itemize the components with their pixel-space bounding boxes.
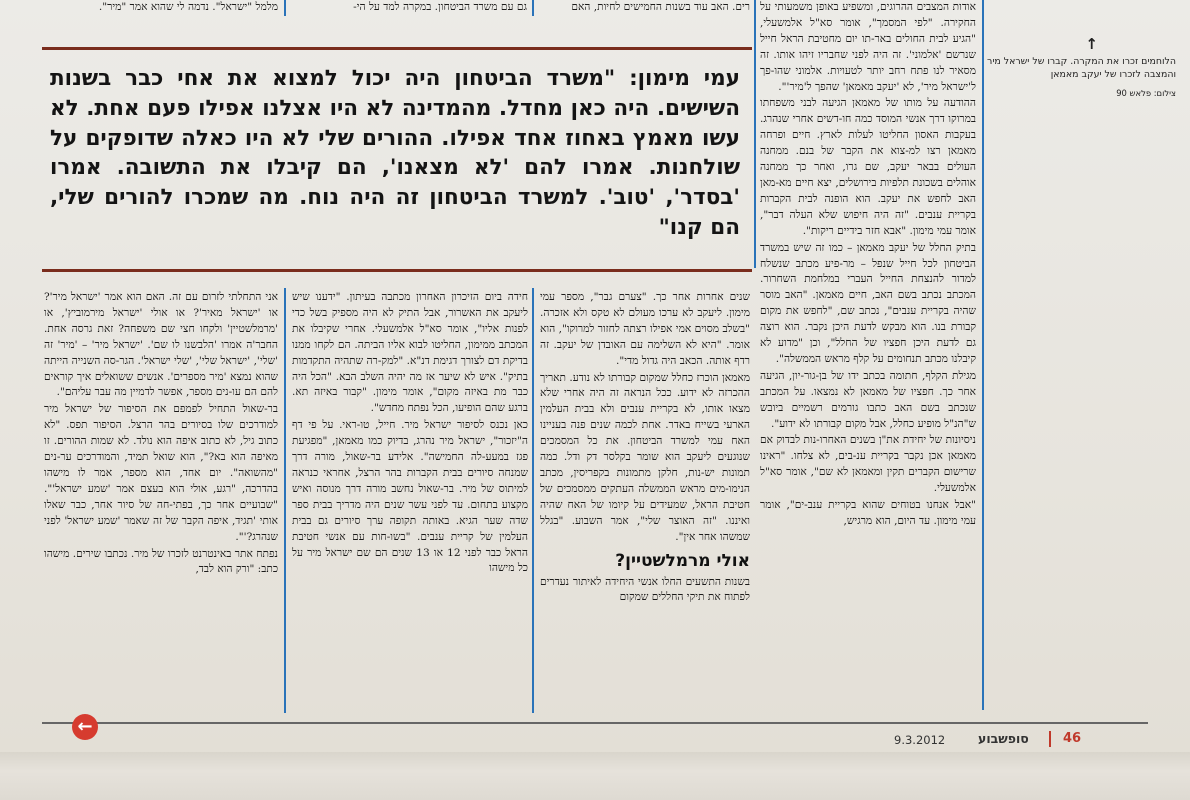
paragraph: ניסיונות של יחידת את"ן בשנים האחרו-נות לבדוק אם מאמאן אכן נקבר בקריית ענ-בים, לא צלחו. "ראינו שרישום הקברים תקין ומאמאן לא שם", אומר סא"ל אלמשעלי.	[760, 434, 976, 495]
photo-credit: צילום: פלאש 90	[1116, 88, 1176, 99]
footer-rule	[42, 722, 1148, 724]
footer-divider	[1049, 731, 1051, 747]
article-column-3	[540, 290, 750, 710]
top-fragment-mid-text: רים. האב עוד בשנות החמישים לחיות, האם	[571, 1, 750, 13]
article-column-2	[292, 290, 528, 710]
caption-text: הלוחמים זכרו את המקרה. קברו של ישראל מיר והמצבה לזכרו של יעקב מאמאן	[987, 56, 1176, 80]
pull-quote-text: עמי מימון: "משרד הביטחון היה יכול למצוא את אחי כבר בשנות השישים. היה כאן מחדל. מהמדינה לא היו אצלנו אפילו פעם אחת. לא עשו מאמץ באחוז אחד אפילו. ההורים שלי לא היו כאלה שדופקים על שולחנות. אמרו להם 'לא מצאנו', הם קיבלו את התשובה. אמרו 'בסדר', 'טוב'. למשרד הביטחון זה היה נוח. מה שמכרו להורים שלי, הם קנו"	[50, 66, 740, 240]
article-column-right	[760, 0, 976, 700]
issue-date: 9.3.2012	[894, 733, 946, 747]
column-divider	[284, 288, 286, 713]
pull-quote	[42, 47, 752, 272]
paragraph: אני התחלתי לזרום עם זה. האם הוא אמר 'ישראל מיר'? או 'ישראל מאיר'? או אולי 'ישראל מירמוביץ', או 'מרמלשטיין' ולקחו חצי שם משפחה? זאת גרסה אחת. החבר'ה אמרו 'הלבשנו לו שם'. 'ישראל מיר' – 'מיר' זה 'שלי', 'ישראל שלי', 'שלי ישראל'. הגר-סה השנייה הייתה שהוא נמצא 'מיר מספרים'. אנשים ששואלים איך קוראים להם הם עו-נים מספר, אפשר לדמיין מה עבר עליהם".	[44, 291, 278, 399]
top-fragment-left	[42, 0, 278, 14]
section-subhead: אולי מרמלשטיין?	[615, 550, 750, 571]
column-divider	[532, 288, 534, 713]
paragraph: בשנות התשעים החלו אנשי היחידה לאיתור נעדרים לפתוח את תיקי החללים שמקום	[540, 575, 750, 604]
paragraph: בתיק החלל של יעקב מאמאן – כמו זה שיש במשרד הביטחון לכל חייל שנפל – מר-פיע מכתב שנשלח למדור להנצחת החייל העברי במלחמת השחרור. המכתב נכתב בשם האב, חיים מאמאן. "האב מוסר שהיה בקריית ענבים", נכתב שם, "לחפש את מקום קבורת בנו. הוא מבקש לדעת היכן נקבר. הוא רוצה גם לדעת היכן חפציו של החלל", וכן "מדוע לא קיבלנו מכתב תנחומים על קלף מראש הממשלה".	[760, 241, 976, 365]
column-divider	[284, 0, 286, 16]
column-divider	[754, 0, 756, 268]
top-fragment-left2-text: גם עם משרד הביטחון. במקרה למד על הי-	[353, 1, 527, 13]
page-fold-shadow	[0, 752, 1190, 800]
top-fragment-left-text: מלמל "ישראל". נדמה לי שהוא אמר "מיר".	[98, 1, 278, 13]
paragraph: בר-שאול התחיל לפמפם את הסיפור של ישראל מיר למודרכים שלו בסיורים בהר הרצל. הסיפור תפס. "לא כתוב גיל, לא כתוב איפה הוא נולד. לא שמות ההורים. זו מאיפה הוא בא?", הוא שואל תמיד, והמודרכים ער-נים "מהשואה". יום אחד, הוא מספר, אמר לו מישהו בהדרכה, "רגע, אולי הוא בעצם אמר 'שמע ישראל'". "שבועיים אחר כך, בפתי-חה של סיור אחר, כבר שאלו אותי 'תגיד, איפה הקבר של זה שאמר 'שמע ישראל' לפני שנהרג?'".	[44, 403, 278, 543]
paragraph: "אבל אנחנו בטוחים שהוא בקריית ענב-ים", אומר עמי מימון. עד היום, הוא מרגיש,	[760, 499, 976, 527]
column-divider	[982, 0, 984, 710]
paragraph: מגילת הקלף, חתומה בכתב ידו של בן-גור-יון, הגיעה אחר כך. חפציו של מאמאן לא נמצאו. על המכתב שנכתב בשם האב כתבו גורמים רשמיים ביובש ש"הנ"ל מופיע כחלל, אבל מקום קבורתו לא ידוע".	[760, 369, 976, 430]
paragraph: חידה ביום הזיכרון האחרון מכתבה בעיתון. "ידענו שיש ליעקב את האשרור, אבל התיק לא היה מספיק בשל כדי לפנות אליו", אומר סא"ל אלמשעלי. אחרי שקיבלו את המכתב ממימון, החליטו לבוא אליו הביתה. הם לקחו ממנו בדיקת דם לצורך דגימת דנ"א. "למק-רה שתהיה התקדמות בתיק". איש לא שיער אז מה יהיה השלב הבא. "הכל היה כבר מת באיזה מקום", אומר מימון. "קבור באיזה תא. ברגע שהם הופיעו, הכל נפתח מחדש".	[292, 291, 528, 415]
article-column-1	[44, 290, 278, 710]
page-number: 46	[1063, 731, 1082, 746]
paragraph: כאן נכנס לסיפור ישראל מיר. חייל, טו-ראי. על פי דף ה"יזכור", ישראל מיר נהרג, בדיוק כמו מאמאן, "מפגיעת פגז במעע-לה החמישה". אלידע בר-שאול, מורה דרך שמנחה סיורים בבית הקברות בהר הרצל, אחראי כנראה למיתוס של מיר. בר-שאול נחשב מורה דרך מנוסה ואיש מקצוע בתחום. עד לפני עשר שנים היה מדריך בבית ספר שדה שער הגיא. באותה תקופה ערך סיורים גם בבית העלמין של קריית ענבים. "בשו-חות עם אנשי חטיבת הראל כבר לפני 12 או 13 שנים הם שם ישראל מיר על כל מישהו	[292, 419, 528, 575]
paragraph: מאמאן הוכרז כחלל שמקום קבורתו לא נודע. תאריך ההכרזה לא ידוע. ככל הנראה זה היה אחרי שלא מצאו אותו, לא בקריית ענבים ולא בבית העלמין הארעי בשייח באדר. אחת לכמה שנים פנה בעניינו האח עמי למשרד הביטחון. את כל המסמכים שנוגעים ליעקב הוא שומר בקלסר דק ודל. כמה תמונות יש-נות, חלקן מתמונות בקפריסין, מכתב הנימו-מים מראש הממשלה העתקים ממסמכים של חטיבת הראל, שמעידים על קיומו של האח שהיה ואיננו. "זה האוצר שלי", אמר השבוע. "בגלל שמשהו אחר אין".	[540, 371, 750, 543]
paragraph: שנים אחרות אחר כך. "צערם גבר", מספר עמי מימון. ליעקב לא ערכו מעולם לא טקס ולא אזכרה. "בשלב מסוים אמי אפילו רצתה לחזור למרוקו", הוא אומר. "היא לא השלימה עם האובדן של יעקב. זה רדף אותה. הכאב היה גדול מדי".	[540, 291, 750, 367]
back-arrow-icon[interactable]: ←	[72, 714, 98, 740]
top-fragment-left2	[290, 0, 527, 14]
column-divider	[532, 0, 534, 16]
arrow-up-icon: ↑	[1085, 35, 1098, 53]
paragraph: נפתח אתר באינטרנט לזכרו של מיר. נכתבו שירים. מישהו כתב: "ורק הוא לבד,	[44, 547, 278, 576]
paragraph: ההודעה על מותו של מאמאן הגיעה לבני משפחתו במרוקו דרך אנשי המוסד כמה חו-דשים אחרי שנהרג. בעקבות האסון החליטו לעלות לארץ. חיים ופרחה מאמאן רצו למ-צוא את הקבר של בנם. ממחנה העולים בבאר יעקב, שם גרו, ואחר כך ממחנה אוהלים בשכונת תלפיות בירושלים, יצא חיים מא-מאן האב לחפש את יעקב. הוא הופנה לבית הקברות בקריית ענבים. "זה היה חיפוש שלא העלה דבר", אומר עמי מימון. "אבא חזר בידיים ריקות".	[760, 97, 976, 237]
top-fragment-mid	[540, 0, 750, 14]
paragraph: אודות המצבים ההרוגים, ומשפיע באופן משמעותי על החקירה. "לפי המסמך", אומר סא"ל אלמשעלי, "הגיע לבית החולים באר-תו יום מחטיבת הראל חייל שנרשם 'אלמוני'. זה היה לפני שחבריו זיהו אותו. זה מסאיר לנו פתח רחב יותר לטעויות. אלמוני שהו-פך ל'ישראל מיר', לא 'יעקב מאמאן' שהפך ל'מיר'".	[760, 1, 976, 93]
magazine-name: סופשבוע	[978, 731, 1029, 746]
photo-caption	[986, 36, 1176, 100]
